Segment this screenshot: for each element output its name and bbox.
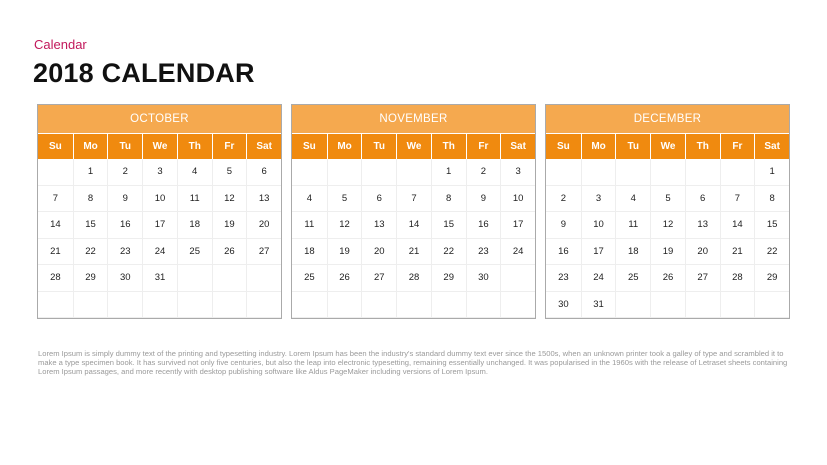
day-cell [650,159,685,186]
calendar-october [37,104,282,319]
day-cell: 12 [327,212,362,239]
day-cell: 6 [685,186,720,213]
day-cell: 7 [38,186,73,213]
day-cell: 19 [650,239,685,266]
weekday-label: We [650,134,685,159]
weekday-label: Fr [212,134,247,159]
day-cell: 2 [107,159,142,186]
day-cell: 11 [615,212,650,239]
day-cell [107,292,142,319]
day-cell: 20 [246,212,281,239]
day-cell [246,265,281,292]
day-cell: 18 [177,212,212,239]
day-cell: 26 [212,239,247,266]
day-cell [361,292,396,319]
day-cell [396,292,431,319]
day-cell [615,159,650,186]
day-cell: 4 [615,186,650,213]
day-cell [142,292,177,319]
day-cell: 11 [292,212,327,239]
day-cell: 1 [431,159,466,186]
day-cell: 15 [754,212,789,239]
day-cell: 6 [361,186,396,213]
weekday-label: Th [177,134,212,159]
day-cell: 12 [650,212,685,239]
day-cell: 13 [246,186,281,213]
day-cell: 10 [581,212,616,239]
day-cell: 30 [107,265,142,292]
day-cell: 5 [212,159,247,186]
day-cell: 9 [546,212,581,239]
day-cell: 24 [142,239,177,266]
day-cell: 21 [396,239,431,266]
day-cell [177,265,212,292]
weekday-header-row [546,133,789,159]
day-cell [720,292,755,319]
day-cell: 23 [107,239,142,266]
day-cell: 1 [73,159,108,186]
day-cell: 28 [720,265,755,292]
day-cell: 6 [246,159,281,186]
month-header: OCTOBER [38,105,281,133]
day-cell: 29 [754,265,789,292]
day-cell [212,292,247,319]
day-cell: 8 [73,186,108,213]
day-cell: 26 [650,265,685,292]
day-cell: 22 [431,239,466,266]
day-cell: 18 [292,239,327,266]
day-cell [581,159,616,186]
day-grid [292,159,535,318]
day-cell [685,159,720,186]
weekday-label: Su [302,141,316,152]
day-cell: 24 [581,265,616,292]
day-cell: 25 [615,265,650,292]
day-cell [466,292,501,319]
weekday-label: Sat [500,134,535,159]
day-cell [177,292,212,319]
day-cell: 31 [142,265,177,292]
day-cell: 27 [361,265,396,292]
day-cell: 3 [581,186,616,213]
weekday-label: Tu [361,134,396,159]
day-cell: 30 [546,292,581,319]
day-cell [327,159,362,186]
day-cell [73,292,108,319]
day-cell: 21 [38,239,73,266]
day-cell: 13 [685,212,720,239]
weekday-label: Su [48,141,62,152]
day-cell: 19 [327,239,362,266]
weekday-label: We [142,134,177,159]
day-cell: 8 [431,186,466,213]
day-cell: 15 [73,212,108,239]
day-cell: 31 [581,292,616,319]
slide-title: 2018 CALENDAR [33,58,255,88]
day-cell: 14 [396,212,431,239]
weekday-label: Sat [754,134,789,159]
day-cell: 2 [546,186,581,213]
day-cell: 26 [327,265,362,292]
weekday-header-row [38,133,281,159]
day-cell: 29 [431,265,466,292]
day-cell: 16 [107,212,142,239]
weekday-label: Fr [466,134,501,159]
day-cell: 29 [73,265,108,292]
day-cell: 8 [754,186,789,213]
weekday-label: Mo [73,134,108,159]
day-cell [38,159,73,186]
day-cell: 10 [500,186,535,213]
day-cell: 17 [581,239,616,266]
day-grid [38,159,281,318]
day-cell: 14 [38,212,73,239]
day-cell [38,292,73,319]
day-cell [292,292,327,319]
day-cell: 13 [361,212,396,239]
calendar-november [291,104,536,319]
day-cell: 11 [177,186,212,213]
weekday-header-row [292,133,535,159]
day-cell [546,159,581,186]
calendar-december [545,104,790,319]
day-cell: 7 [720,186,755,213]
month-header: NOVEMBER [292,105,535,133]
day-grid [546,159,789,318]
weekday-label: We [396,134,431,159]
day-cell: 20 [685,239,720,266]
day-cell: 17 [500,212,535,239]
day-cell: 15 [431,212,466,239]
day-cell [327,292,362,319]
day-cell: 5 [327,186,362,213]
month-header: DECEMBER [546,105,789,133]
day-cell: 30 [466,265,501,292]
description-text: Lorem Ipsum is simply dummy text of the printing and typesetting industry. Lorem Ipsum has been the industry's standard dummy text ever since the 1500s, when an unknown printer took a galley of type and scrambled it to make a type specimen book. It has survived not only five centuries, but also the leap into electronic typesetting, remaining essentially unchanged. It was popularised in the 1960s with the release of Letraset sheets containing Lorem Ipsum passages, and more recently with desktop publishing software like Aldus PageMaker including versions of Lorem Ipsum. [38,349,788,376]
day-cell: 3 [500,159,535,186]
day-cell: 4 [177,159,212,186]
day-cell [720,159,755,186]
day-cell [396,159,431,186]
day-cell: 3 [142,159,177,186]
weekday-label: Fr [720,134,755,159]
day-cell: 2 [466,159,501,186]
weekday-label: Sat [246,134,281,159]
day-cell: 20 [361,239,396,266]
day-cell: 27 [246,239,281,266]
day-cell [500,265,535,292]
day-cell [500,292,535,319]
day-cell: 9 [107,186,142,213]
day-cell: 17 [142,212,177,239]
day-cell: 14 [720,212,755,239]
day-cell: 4 [292,186,327,213]
day-cell: 16 [546,239,581,266]
slide-subtitle: Calendar [34,37,87,52]
day-cell [212,265,247,292]
day-cell: 27 [685,265,720,292]
day-cell: 1 [754,159,789,186]
day-cell: 24 [500,239,535,266]
day-cell: 28 [38,265,73,292]
weekday-label: Tu [615,134,650,159]
day-cell: 18 [615,239,650,266]
day-cell [431,292,466,319]
day-cell: 16 [466,212,501,239]
day-cell [685,292,720,319]
day-cell [754,292,789,319]
weekday-label: Th [431,134,466,159]
day-cell: 9 [466,186,501,213]
day-cell: 28 [396,265,431,292]
weekday-label: Tu [107,134,142,159]
day-cell [246,292,281,319]
day-cell: 25 [177,239,212,266]
day-cell: 25 [292,265,327,292]
day-cell: 22 [754,239,789,266]
day-cell: 21 [720,239,755,266]
day-cell: 5 [650,186,685,213]
weekday-label: Su [556,141,570,152]
weekday-label: Mo [327,134,362,159]
day-cell [361,159,396,186]
day-cell: 19 [212,212,247,239]
day-cell: 23 [466,239,501,266]
day-cell: 7 [396,186,431,213]
day-cell: 23 [546,265,581,292]
day-cell [650,292,685,319]
weekday-label: Th [685,134,720,159]
day-cell: 22 [73,239,108,266]
day-cell: 10 [142,186,177,213]
day-cell [615,292,650,319]
day-cell: 12 [212,186,247,213]
day-cell [292,159,327,186]
weekday-label: Mo [581,134,616,159]
